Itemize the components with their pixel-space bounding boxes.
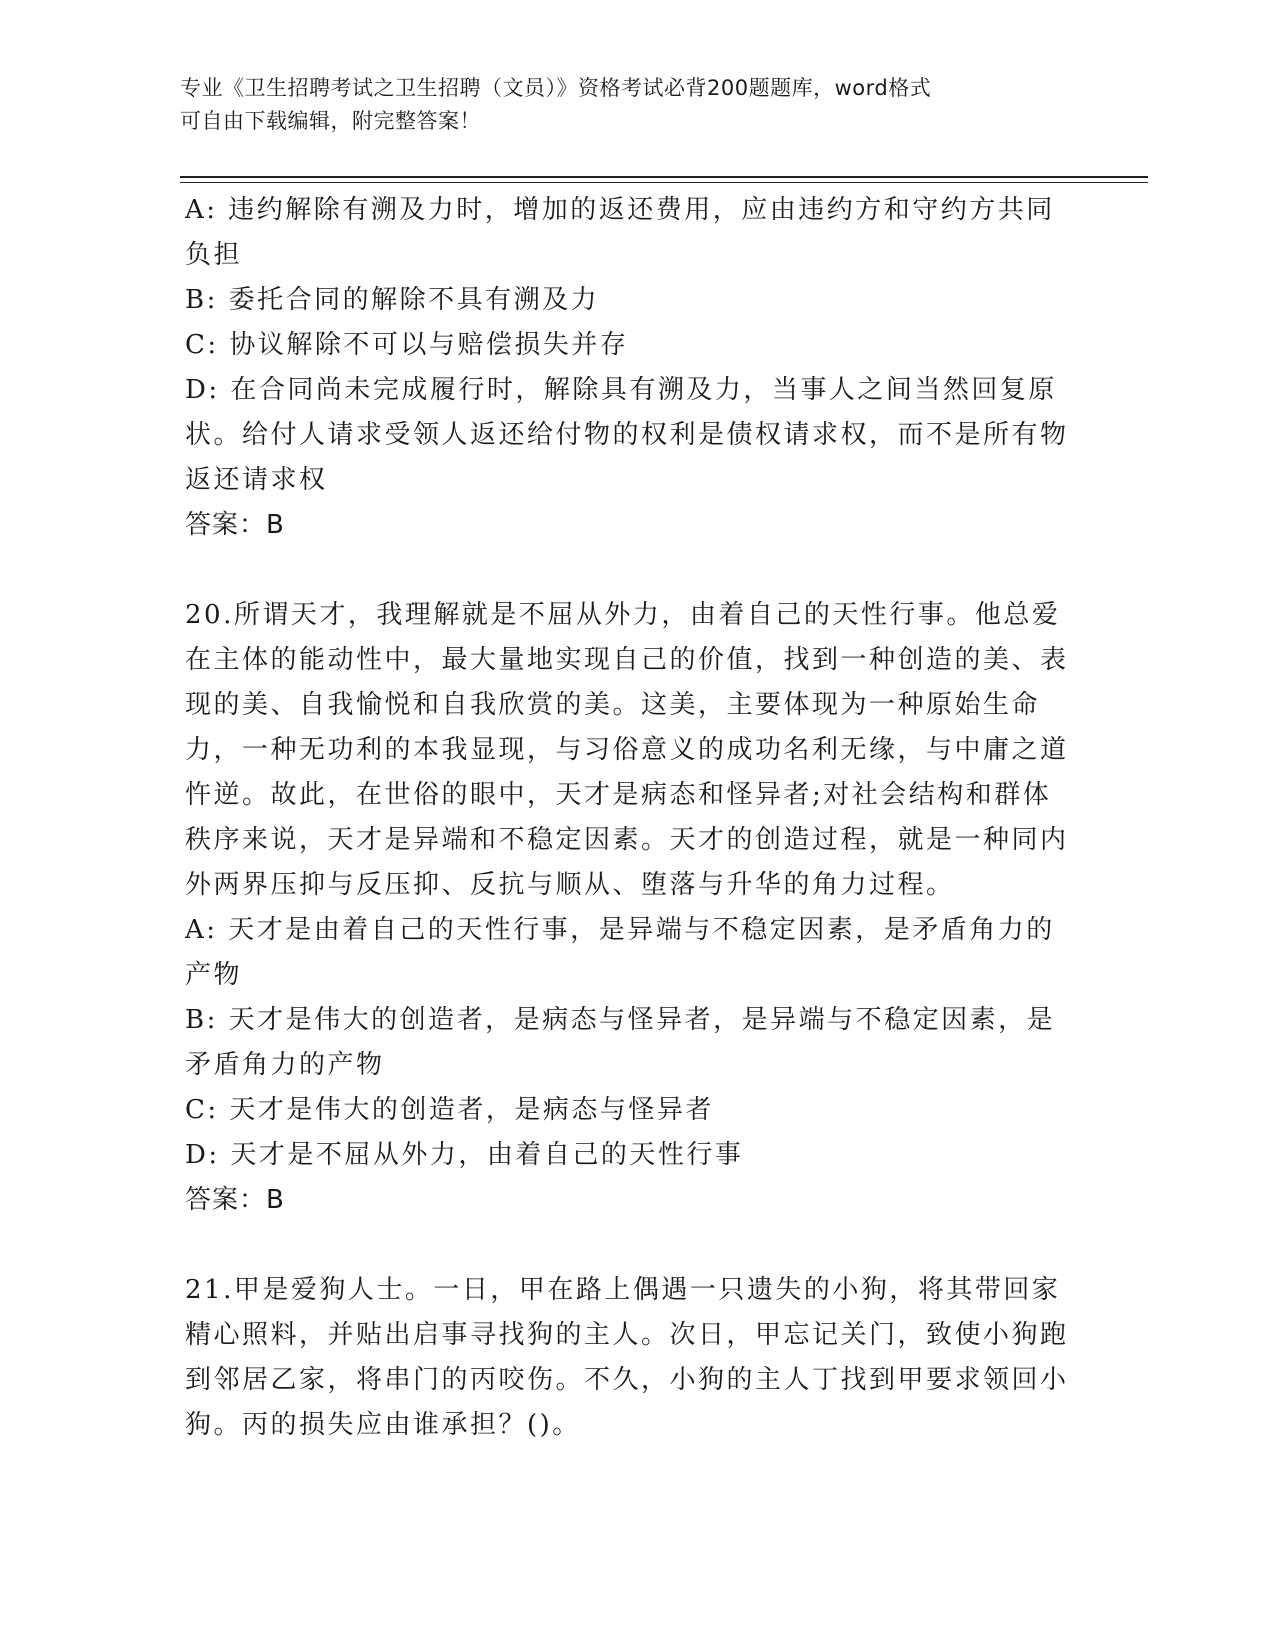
header-divider-thick bbox=[180, 176, 1148, 178]
q20-option-b: B: 天才是伟大的创造者，是病态与怪异者，是异端与不稳定因素，是矛盾角力的产物 bbox=[185, 1005, 1056, 1080]
q20-option-c: C: 天才是伟大的创造者，是病态与怪异者 bbox=[185, 1095, 714, 1125]
q20-answer: 答案：B bbox=[185, 1185, 285, 1215]
q20-option-d: D: 天才是不屈从外力，由着自己的天性行事 bbox=[185, 1140, 744, 1170]
q19-option-c: C: 协议解除不可以与赔偿损失并存 bbox=[185, 330, 629, 360]
q19-option-d: D: 在合同尚未完成履行时，解除具有溯及力，当事人之间当然回复原状。给付人请求受领人返还给付物的权利是债权请求权，而不是所有物返还请求权 bbox=[185, 375, 1069, 495]
question-content bbox=[185, 188, 1075, 1448]
spacer bbox=[185, 548, 1075, 593]
question-19-options bbox=[185, 188, 1075, 548]
q20-stem: 20.所谓天才，我理解就是不屈从外力，由着自己的天性行事。他总爱在主体的能动性中，最大量地实现自己的价值，找到一种创造的美、表现的美、自我愉悦和自我欣赏的美。这美，主要体现为一种原始生命力，一种无功利的本我显现，与习俗意义的成功名利无缘，与中庸之道忤逆。故此，在世俗的眼中，天才是病态和怪异者;对社会结构和群体秩序来说，天才是异端和不稳定因素。天才的创造过程，就是一种同内外两界压抑与反压抑、反抗与顺从、堕落与升华的角力过程。 bbox=[185, 600, 1069, 900]
document-header bbox=[180, 72, 1080, 138]
q20-option-a: A: 天才是由着自己的天性行事，是异端与不稳定因素，是矛盾角力的产物 bbox=[185, 915, 1055, 990]
question-20 bbox=[185, 593, 1075, 1223]
spacer bbox=[185, 1223, 1075, 1268]
q21-stem: 21.甲是爱狗人士。一日，甲在路上偶遇一只遗失的小狗，将其带回家精心照料，并贴出启事寻找狗的主人。次日，甲忘记关门，致使小狗跑到邻居乙家，将串门的丙咬伤。不久，小狗的主人丁找到甲要求领回小狗。丙的损失应由谁承担？()。 bbox=[185, 1275, 1069, 1440]
header-line-2: 可自由下载编辑，附完整答案！ bbox=[180, 109, 481, 133]
q19-option-a: A: 违约解除有溯及力时，增加的返还费用，应由违约方和守约方共同负担 bbox=[185, 195, 1055, 270]
question-21 bbox=[185, 1268, 1075, 1448]
q19-option-b: B: 委托合同的解除不具有溯及力 bbox=[185, 285, 600, 315]
q19-answer: 答案：B bbox=[185, 510, 285, 540]
header-line-1: 专业《卫生招聘考试之卫生招聘（文员）》资格考试必背200题题库，word格式 bbox=[180, 76, 932, 100]
header-divider-thin bbox=[180, 182, 1148, 183]
